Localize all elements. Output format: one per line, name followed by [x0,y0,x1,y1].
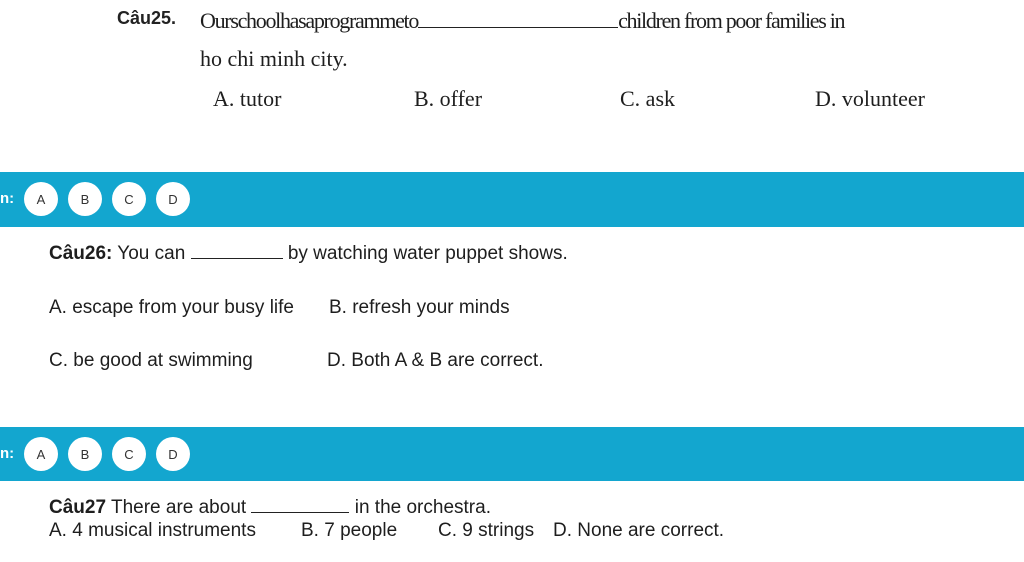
answer-blank [191,258,283,259]
question-number: Câu26: [49,243,113,264]
q27-option-b: B. 7 people [301,520,398,541]
answer-option-d[interactable]: D [156,437,190,471]
answer-option-b[interactable]: B [68,182,102,216]
question-number: Câu27 [49,497,107,518]
q25-option-c: C. ask [620,86,675,111]
question-25 [117,8,176,38]
q26-option-b: B. refresh your minds [329,297,510,318]
answer-blank [418,27,618,28]
question-number: Câu25. [117,8,177,28]
answer-option-c[interactable]: C [112,182,146,216]
q27-option-a: A. 4 musical instruments [49,520,256,541]
question-text-after: children from poor families in [618,8,845,33]
q26-option-a: A. escape from your busy life [49,297,294,318]
answer-option-d[interactable]: D [156,182,190,216]
question-text-before: There are about [106,497,252,518]
question-26-text [49,243,568,265]
answer-blank [251,512,349,513]
answer-bar-2 [0,427,1024,481]
answer-option-c[interactable]: C [112,437,146,471]
question-27-text [49,497,491,519]
question-text-before: You can [112,243,191,264]
q25-option-a: A. tutor [213,86,282,111]
q27-option-d: D. None are correct. [553,520,725,541]
answer-option-a[interactable]: A [24,182,58,216]
q26-option-d: D. Both A & B are correct. [327,350,544,371]
answer-option-a[interactable]: A [24,437,58,471]
question-25-text [200,8,844,34]
q27-option-c: C. 9 strings [438,520,535,541]
q25-option-b: B. offer [414,86,483,111]
question-text-after: by watching water puppet shows. [282,243,568,264]
question-text-after: in the orchestra. [349,497,491,518]
q26-option-c: C. be good at swimming [49,350,253,371]
answer-bar-1 [0,172,1024,227]
answer-option-b[interactable]: B [68,437,102,471]
question-25-line2: ho chi minh city. [200,46,348,71]
q25-option-d: D. volunteer [815,86,925,111]
answer-bar-label: n: [0,190,15,207]
answer-bar-label: n: [0,445,15,462]
question-text-before: Ourschoolhasaprogrammeto [200,8,419,33]
